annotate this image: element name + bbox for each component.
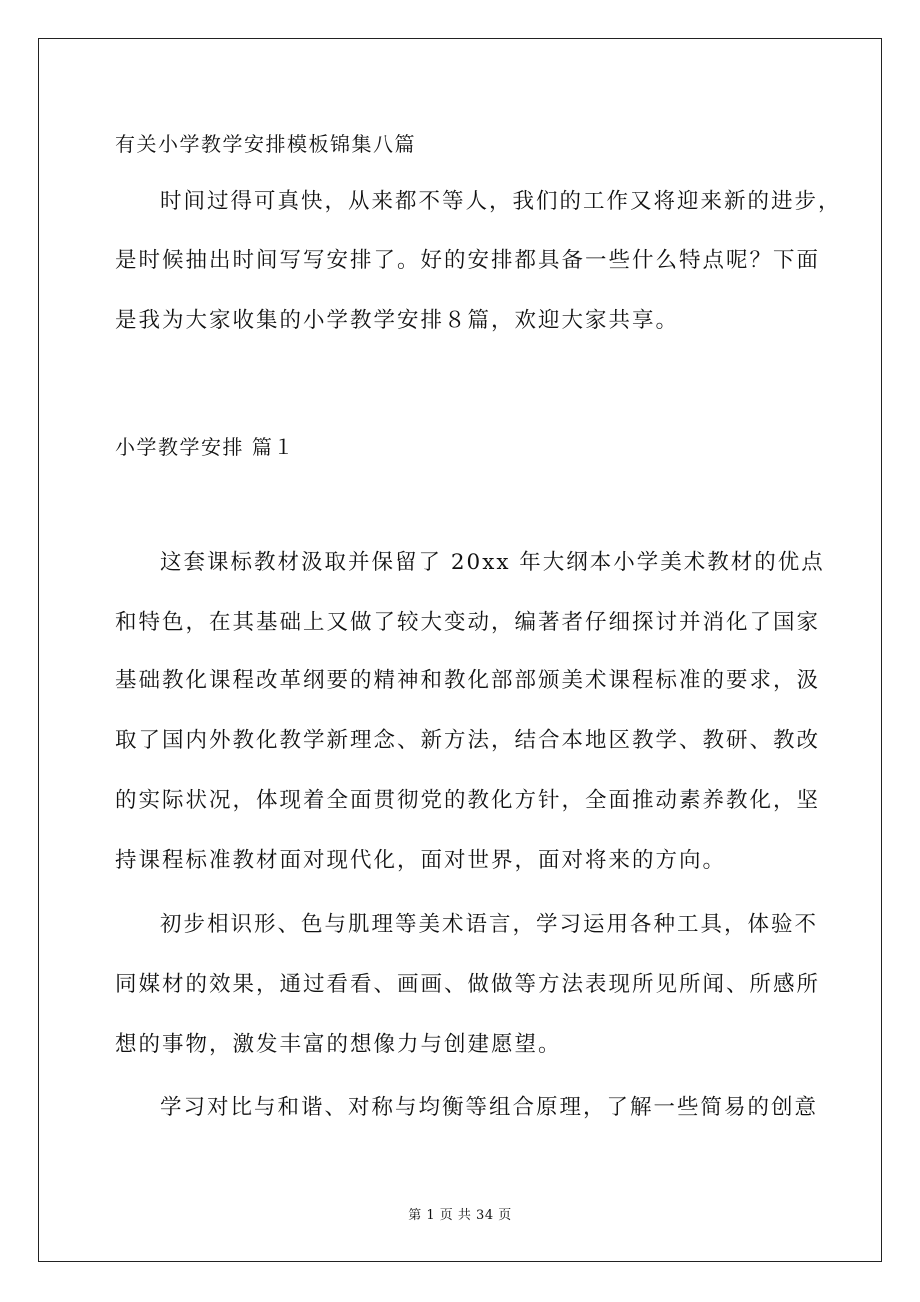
intro-line-3: 是我为大家收集的小学教学安排８篇，欢迎大家共享。: [115, 308, 680, 333]
document-title: 有关小学教学安排模板锦集八篇: [115, 132, 416, 156]
paragraph2-line-3: 想的事物，激发丰富的想像力与创建愿望。: [115, 1032, 562, 1057]
paragraph1-line-4: 取了国内外教化教学新理念、新方法，结合本地区教学、教研、教改: [115, 728, 821, 753]
paragraph2-line-2: 同媒材的效果，通过看看、画画、做做等方法表现所见所闻、所感所: [115, 972, 821, 997]
paragraph2-line-1: 初步相识形、色与肌理等美术语言，学习运用各种工具，体验不: [160, 912, 819, 937]
paragraph1-line-2: 和特色，在其基础上又做了较大变动，编著者仔细探讨并消化了国家: [115, 610, 821, 635]
page-border: [38, 38, 882, 1262]
paragraph1-line-3: 基础教化课程改革纲要的精神和教化部部颁美术课程标准的要求，汲: [115, 668, 821, 693]
intro-line-1: 时间过得可真快，从来都不等人，我们的工作又将迎来新的进步，: [160, 189, 842, 214]
paragraph1-line-6: 持课程标准教材面对现代化，面对世界，面对将来的方向。: [115, 848, 727, 873]
paragraph1-line-5: 的实际状况，体现着全面贯彻党的教化方针，全面推动素养教化，坚: [115, 788, 821, 813]
paragraph1-line-1: 这套课标教材汲取并保留了 20xx 年大纲本小学美术教材的优点: [160, 550, 825, 575]
paragraph3-line-1: 学习对比与和谐、对称与均衡等组合原理，了解一些简易的创意: [160, 1095, 819, 1120]
section-heading: 小学教学安排 篇１: [115, 435, 295, 459]
intro-line-2: 是时候抽出时间写写安排了。好的安排都具备一些什么特点呢？下面: [115, 248, 821, 273]
page-number-footer: 第 1 页 共 34 页: [408, 1208, 512, 1223]
